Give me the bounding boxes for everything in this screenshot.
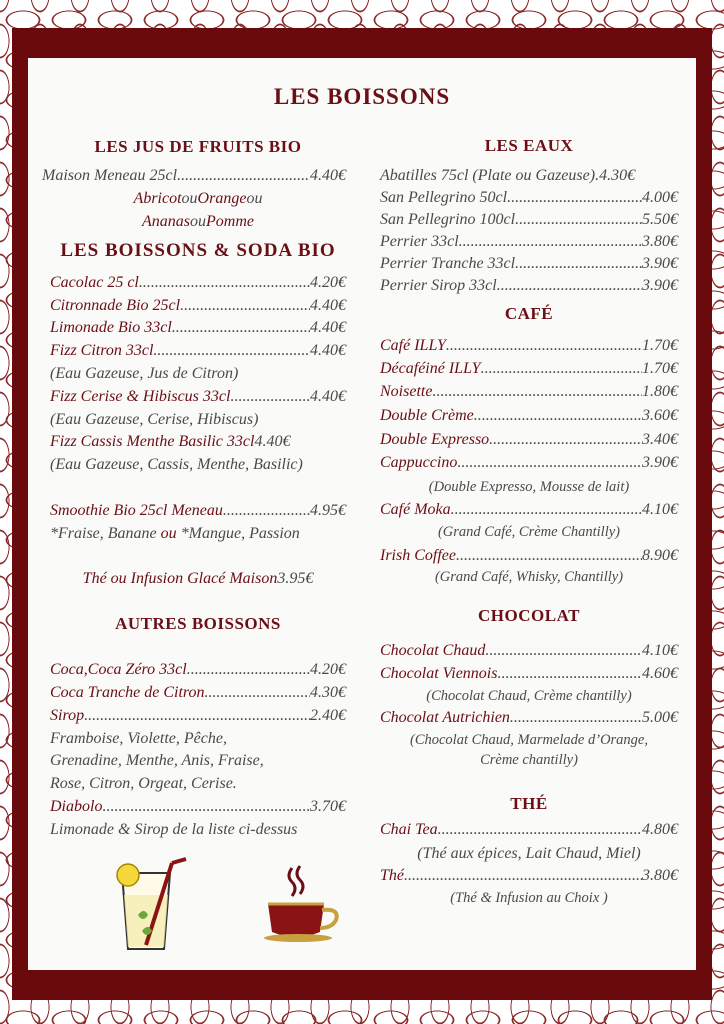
menu-item: Abatilles 75cl (Plate ou Gazeuse) .4.30€: [380, 167, 636, 184]
menu-item: Sirop ..... 2.40€: [50, 704, 346, 727]
juice-choices: Abricot ou Orange ou: [133, 190, 263, 207]
item-description: (Chocolat Chaud, Marmelade d’Orange,: [409, 732, 648, 748]
menu-item: Noisette ..... 1.80€: [380, 380, 678, 403]
menu-item: Smoothie Bio 25cl Meneau ..... 4.95€: [50, 499, 346, 522]
menu-item: Coca,Coca Zéro 33cl ..... 4.20€: [50, 658, 346, 681]
section-heading-chocolat: CHOCOLAT: [478, 606, 580, 625]
menu-item: Chocolat Autrichien ..... 5.00€: [380, 706, 678, 729]
section-heading-soda: LES BOISSONS & SODA BIO: [60, 240, 336, 261]
menu-item: Cacolac 25 cl ..... 4.20€: [50, 271, 346, 294]
menu-item: Double Crème ..... 3.60€: [380, 404, 678, 427]
menu-item: Maison Meneau 25cl ..... 4.40€: [42, 164, 346, 187]
item-description: Grenadine, Menthe, Anis, Fraise,: [50, 752, 264, 769]
menu-item: Fizz Cassis Menthe Basilic 33cl 4.40€: [50, 433, 291, 450]
menu-item: Décaféiné ILLY ..... 1.70€: [380, 357, 678, 380]
menu-item: Chocolat Chaud ..... 4.10€: [380, 639, 678, 662]
item-description: (Grand Café, Whisky, Chantilly): [434, 569, 624, 585]
section-heading-the: THÉ: [510, 794, 548, 813]
menu-item: Thé ou Infusion Glacé Maison 3.95€: [82, 570, 314, 587]
menu-item: Diabolo ..... 3.70€: [50, 795, 346, 818]
menu-item: Café ILLY ..... 1.70€: [380, 334, 678, 357]
menu-item: Citronnade Bio 25cl ..... 4.40€: [50, 294, 346, 317]
item-description: (Eau Gazeuse, Jus de Citron): [50, 365, 239, 382]
menu-item: Chai Tea ..... 4.80€: [380, 818, 678, 841]
menu-item: Thé ..... 3.80€: [380, 864, 678, 887]
item-description: Framboise, Violette, Pêche,: [50, 730, 227, 747]
menu-item: Limonade Bio 33cl ..... 4.40€: [50, 316, 346, 339]
item-description: (Eau Gazeuse, Cerise, Hibiscus): [50, 411, 259, 428]
page-title: LES BOISSONS: [273, 84, 451, 109]
menu-item: Chocolat Viennois ..... 4.60€: [380, 662, 678, 685]
item-description: Rose, Citron, Orgeat, Cerise.: [50, 775, 237, 792]
section-heading-autres: AUTRES BOISSONS: [115, 614, 281, 633]
item-description: (Chocolat Chaud, Crème chantilly): [426, 688, 632, 704]
juice-choices: Ananas ou Pomme: [142, 213, 254, 230]
right-column: [380, 0, 678, 1024]
menu-item: Perrier Sirop 33cl ..... 3.90€: [380, 274, 678, 297]
item-description: (Eau Gazeuse, Cassis, Menthe, Basilic): [50, 456, 303, 473]
item-description: (Thé aux épices, Lait Chaud, Miel): [417, 845, 641, 862]
menu-item: Fizz Citron 33cl ..... 4.40€: [50, 339, 346, 362]
section-heading-eaux: LES EAUX: [484, 136, 574, 155]
item-description: Limonade & Sirop de la liste ci-dessus: [50, 821, 298, 838]
menu-item: San Pellegrino 100cl ..... 5.50€: [380, 208, 678, 231]
section-heading-cafe: CAFÉ: [504, 304, 554, 323]
menu-item: Perrier 33cl ..... 3.80€: [380, 230, 678, 253]
menu-item: Irish Coffee ..... 8.90€: [380, 544, 678, 567]
item-description: (Grand Café, Crème Chantilly): [437, 524, 621, 540]
menu-item: Perrier Tranche 33cl ..... 3.90€: [380, 252, 678, 275]
menu-item: Coca Tranche de Citron ..... 4.30€: [50, 681, 346, 704]
item-description: (Thé & Infusion au Choix ): [450, 890, 608, 906]
section-heading-jus: LES JUS DE FRUITS BIO: [94, 137, 302, 156]
menu-item: Café Moka ..... 4.10€: [380, 498, 678, 521]
item-description: Crème chantilly): [480, 752, 578, 768]
item-description: (Double Expresso, Mousse de lait): [428, 479, 630, 495]
menu-item: Fizz Cerise & Hibiscus 33cl ..... 4.40€: [50, 385, 346, 408]
menu-item: Double Expresso ..... 3.40€: [380, 428, 678, 451]
menu-item: San Pellegrino 50cl ..... 4.00€: [380, 186, 678, 209]
item-description: *Fraise, Banane ou *Mangue, Passion: [50, 525, 300, 542]
lemonade-glass-icon: [108, 855, 190, 955]
coffee-cup-icon: [262, 862, 346, 946]
menu-item: Cappuccino ..... 3.90€: [380, 451, 678, 474]
